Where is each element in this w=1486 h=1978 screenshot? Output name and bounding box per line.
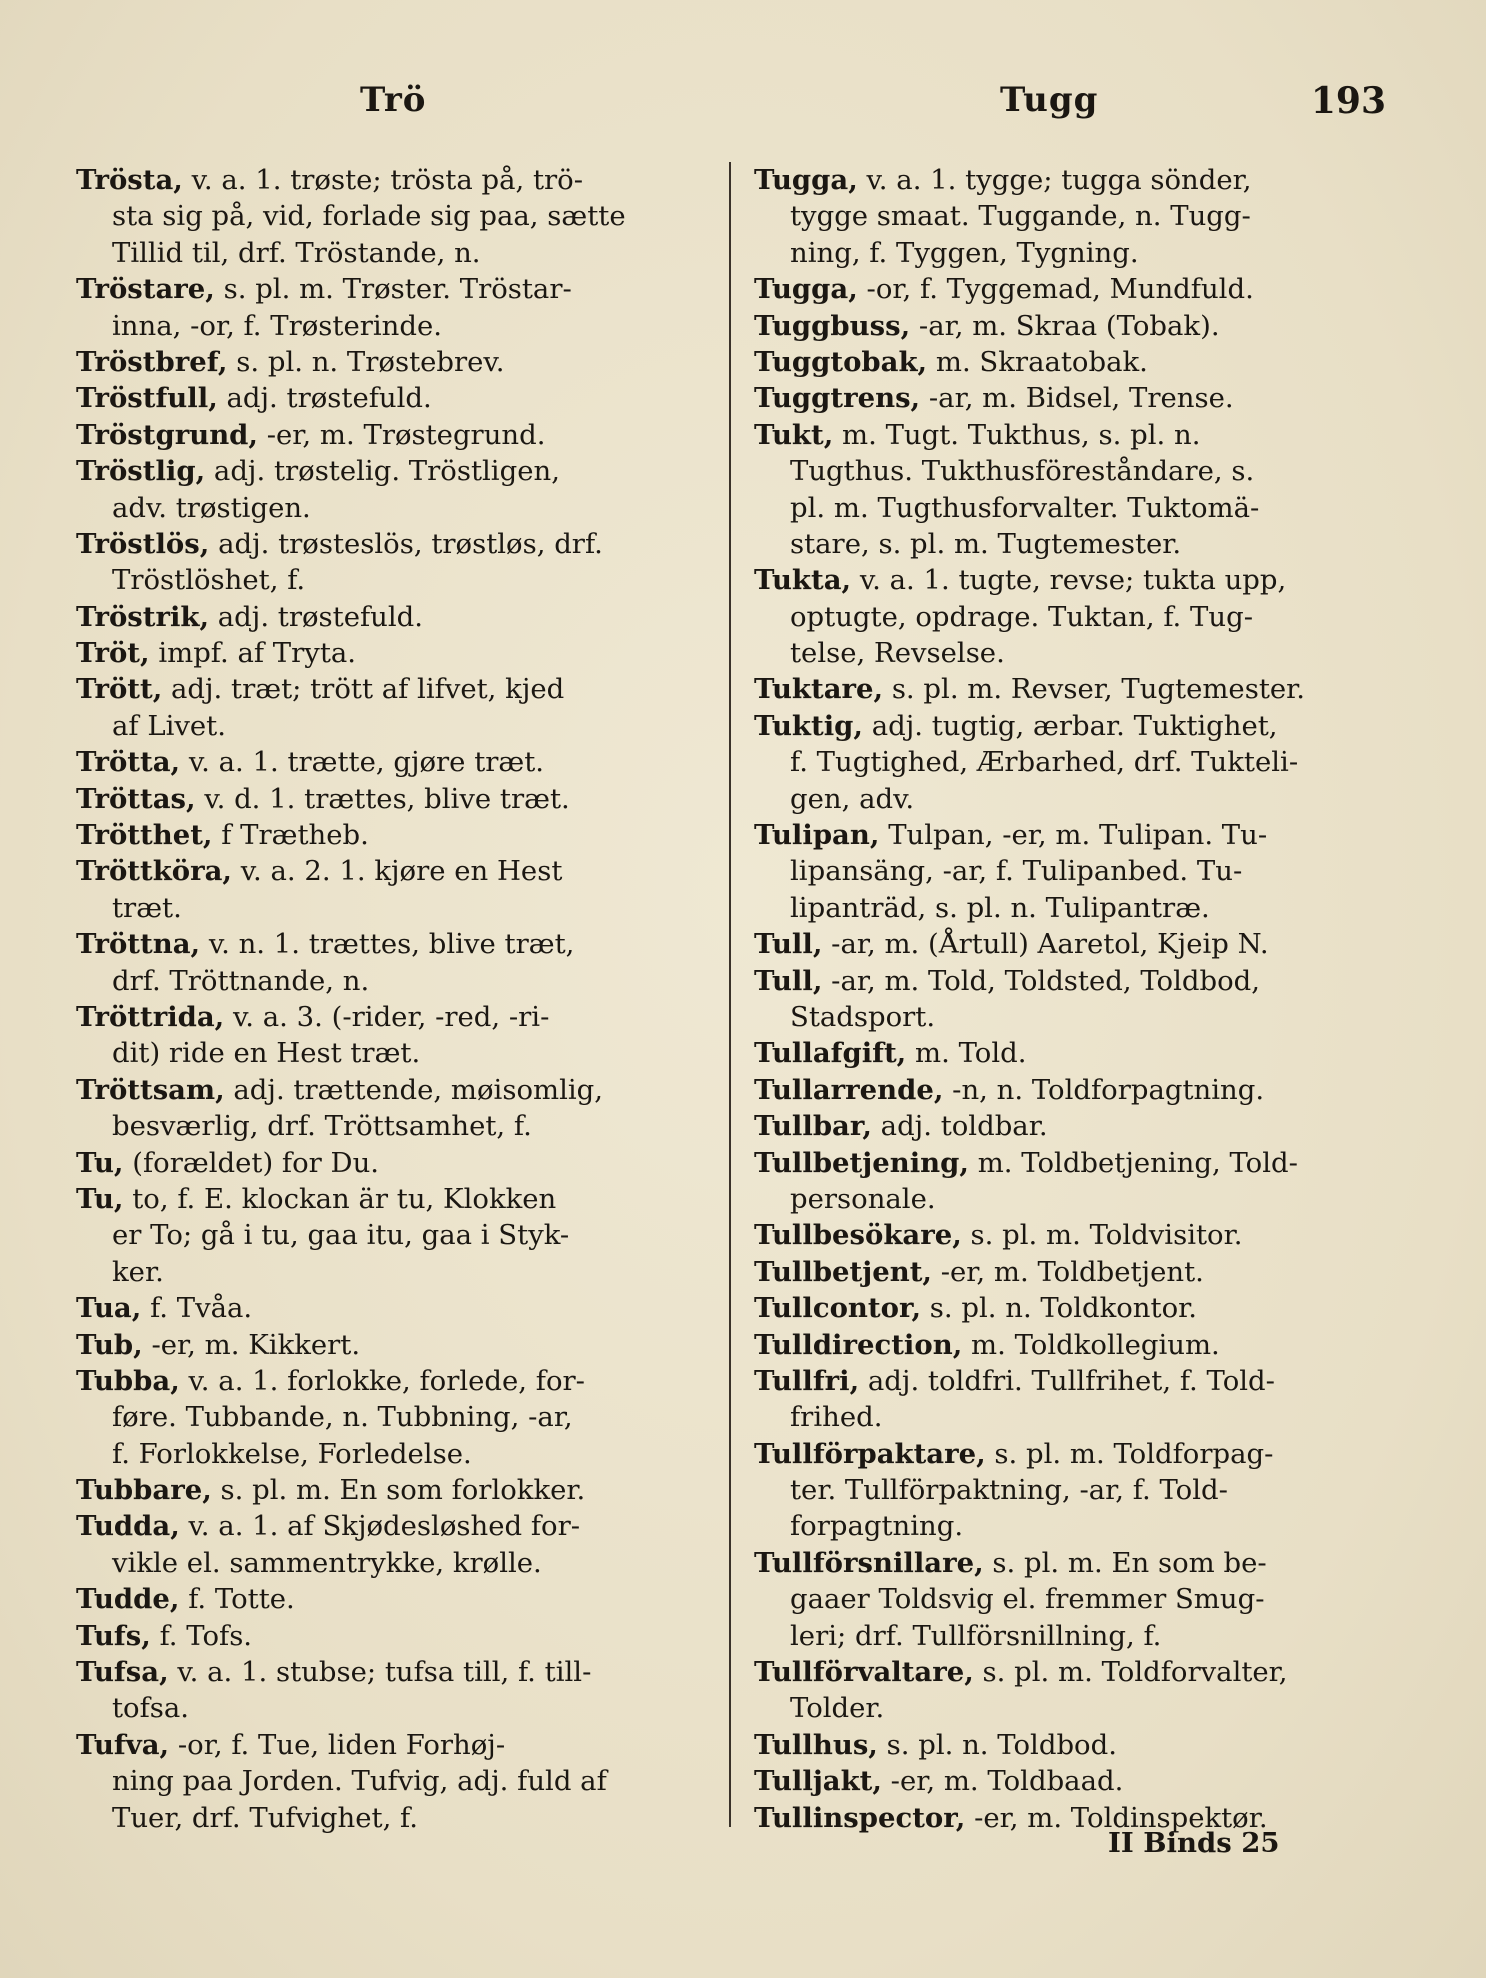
definition-text: v. a. 2. 1. kjøre en Hest <box>231 855 563 888</box>
entry-line <box>754 235 1390 271</box>
entry-line <box>754 1800 1390 1836</box>
signature-mark: II Binds 25 <box>1108 1827 1280 1859</box>
entry-line <box>754 1618 1390 1654</box>
definition-text: adj. toldfri. Tullfrihet, f. Told- <box>859 1364 1275 1397</box>
definition-text: -ar, m. Told, Toldsted, Toldbod, <box>822 964 1261 997</box>
definition-text: v. a. 1. forlokke, forlede, for- <box>179 1364 585 1397</box>
right-column <box>754 162 1390 1836</box>
entry-line <box>754 1108 1390 1144</box>
headword: Tröstgrund, <box>76 418 258 451</box>
definition-text: vikle el. sammentrykke, krølle. <box>112 1546 542 1579</box>
headword: Tuggbuss, <box>754 309 911 342</box>
definition-text: er To; gå i tu, gaa itu, gaa i Styk- <box>112 1219 570 1252</box>
entry-line <box>754 198 1390 234</box>
definition-text: s. pl. m. Trøster. Tröstar- <box>214 273 572 306</box>
entry-line <box>76 926 716 962</box>
definition-text: s. pl. m. En som forlokker. <box>211 1474 586 1507</box>
entry-line <box>754 1072 1390 1108</box>
definition-text: -er, m. Kikkert. <box>142 1328 361 1361</box>
entry-line <box>754 926 1390 962</box>
entry-line <box>76 1581 716 1617</box>
definition-text: m. Toldkollegium. <box>962 1328 1220 1361</box>
definition-text: tygge smaat. Tuggande, n. Tugg- <box>790 200 1251 233</box>
headword: Tröstfull, <box>76 382 218 415</box>
headword: Tufs, <box>76 1619 151 1652</box>
header-left-guideword: Trö <box>360 80 427 120</box>
headword: Tullfri, <box>754 1364 860 1397</box>
entry-line <box>754 1545 1390 1581</box>
entry-line <box>754 1181 1390 1217</box>
entry-line <box>76 744 716 780</box>
definition-text: f Trætheb. <box>212 819 369 852</box>
headword: Tuggtobak, <box>754 345 928 378</box>
headword: Tukt, <box>754 418 834 451</box>
entry-line <box>754 417 1390 453</box>
definition-text: besværlig, drf. Tröttsamhet, f. <box>112 1110 532 1143</box>
entry-line <box>76 562 716 598</box>
definition-text: stare, s. pl. m. Tugtemester. <box>790 527 1182 560</box>
definition-text: -ar, m. Skraa (Tobak). <box>910 309 1220 342</box>
page-number: 193 <box>1310 80 1386 122</box>
entry-line <box>76 380 716 416</box>
headword: Tröstare, <box>76 273 215 306</box>
entry-line <box>754 599 1390 635</box>
entry-line <box>754 490 1390 526</box>
entry-line <box>754 1690 1390 1726</box>
entry-line <box>76 1327 716 1363</box>
entry-line <box>76 671 716 707</box>
definition-text: s. pl. n. Trøstebrev. <box>227 345 505 378</box>
definition-text: inna, -or, f. Trøsterinde. <box>112 309 442 342</box>
headword: Tullbesökare, <box>754 1219 962 1252</box>
definition-text: (forældet) for Du. <box>123 1146 380 1179</box>
entry-line <box>754 1399 1390 1435</box>
definition-text: optugte, opdrage. Tuktan, f. Tug- <box>790 600 1253 633</box>
entry-line <box>754 999 1390 1035</box>
definition-text: gaaer Toldsvig el. fremmer Smug- <box>790 1583 1265 1616</box>
definition-text: forpagtning. <box>790 1510 964 1543</box>
entry-line <box>754 1727 1390 1763</box>
headword: Tröstrik, <box>76 600 210 633</box>
definition-text: v. n. 1. trættes, blive træt, <box>200 928 575 961</box>
headword: Tukta, <box>754 564 852 597</box>
definition-text: s. pl. n. Toldbod. <box>877 1728 1117 1761</box>
definition-text: -n, n. Toldforpagtning. <box>943 1073 1265 1106</box>
definition-text: m. Tugt. Tukthus, s. pl. n. <box>833 418 1201 451</box>
definition-text: telse, Revselse. <box>790 637 1005 670</box>
definition-text: tofsa. <box>112 1692 190 1725</box>
headword: Tudde, <box>76 1583 180 1616</box>
definition-text: impf. af Tryta. <box>149 637 357 670</box>
entry-line <box>754 562 1390 598</box>
definition-text: lipansäng, -ar, f. Tulipanbed. Tu- <box>790 855 1243 888</box>
definition-text: s. pl. m. En som be- <box>983 1546 1267 1579</box>
definition-text: Tillid til, drf. Tröstande, n. <box>112 236 481 269</box>
entry-line <box>754 1654 1390 1690</box>
headword: Tullhus, <box>754 1728 878 1761</box>
headword: Tröttrida, <box>76 1000 225 1033</box>
definition-text: Tugthus. Tukthusföreståndare, s. <box>790 455 1255 488</box>
entry-line <box>76 1217 716 1253</box>
definition-text: sta sig på, vid, forlade sig paa, sætte <box>112 200 626 233</box>
definition-text: v. a. 1. af Skjødesløshed for- <box>179 1510 581 1543</box>
definition-text: s. pl. n. Toldkontor. <box>921 1292 1197 1325</box>
headword: Tull, <box>754 964 823 997</box>
definition-text: v. a. 1. tygge; tugga sönder, <box>857 164 1252 196</box>
entry-line <box>754 344 1390 380</box>
running-header <box>0 80 1486 130</box>
headword: Tudda, <box>76 1510 180 1543</box>
entry-line <box>76 1108 716 1144</box>
headword: Tua, <box>76 1292 142 1325</box>
entry-line <box>76 235 716 271</box>
definition-text: -er, m. Trøstegrund. <box>258 418 546 451</box>
definition-text: Stadsport. <box>790 1000 936 1033</box>
entry-line <box>76 526 716 562</box>
definition-text: -or, f. Tyggemad, Mundfuld. <box>857 273 1254 306</box>
definition-text: v. d. 1. trættes, blive træt. <box>195 782 570 815</box>
headword: Tulipan, <box>754 819 880 852</box>
entry-line <box>754 453 1390 489</box>
definition-text: adj. trættende, møisomlig, <box>224 1073 604 1106</box>
entry-line <box>76 1618 716 1654</box>
headword: Trött, <box>76 673 163 706</box>
entry-line <box>754 781 1390 817</box>
definition-text: Tulpan, -er, m. Tulipan. Tu- <box>879 819 1268 852</box>
headword: Tröttas, <box>76 782 196 815</box>
definition-text: ker. <box>112 1255 164 1288</box>
entry-line <box>76 271 716 307</box>
entry-line <box>76 853 716 889</box>
definition-text: Tröstlöshet, f. <box>112 564 306 597</box>
definition-text: m. Toldbetjening, Told- <box>968 1146 1298 1179</box>
entry-line <box>754 1581 1390 1617</box>
headword: Tufsa, <box>76 1656 169 1689</box>
definition-text: leri; drf. Tullförsnillning, f. <box>790 1619 1162 1652</box>
entry-line <box>76 308 716 344</box>
headword: Trösta, <box>76 164 183 196</box>
entry-line <box>754 308 1390 344</box>
definition-text: Tuer, drf. Tufvighet, f. <box>112 1801 418 1834</box>
entry-line <box>754 526 1390 562</box>
definition-text: s. pl. m. Toldforvalter, <box>973 1656 1288 1689</box>
definition-text: ning, f. Tyggen, Tygning. <box>790 236 1139 269</box>
entry-line <box>76 708 716 744</box>
entry-line <box>754 162 1390 198</box>
entry-line <box>76 599 716 635</box>
definition-text: f. Totte. <box>179 1583 295 1616</box>
definition-text: træt. <box>112 891 182 924</box>
entry-line <box>754 744 1390 780</box>
entry-line <box>76 417 716 453</box>
headword: Tullbetjening, <box>754 1146 969 1179</box>
entry-line <box>754 1363 1390 1399</box>
entry-line <box>76 1690 716 1726</box>
headword: Tulljakt, <box>754 1765 882 1798</box>
entry-line <box>76 1436 716 1472</box>
definition-text: adj. træt; trött af lifvet, kjed <box>162 673 565 706</box>
entry-line <box>76 890 716 926</box>
definition-text: f. Tvåa. <box>141 1292 253 1325</box>
definition-text: Tolder. <box>790 1692 885 1725</box>
entry-line <box>754 1145 1390 1181</box>
entry-line <box>76 162 716 198</box>
header-right-guideword: Tugg <box>1000 80 1099 120</box>
headword: Tröttköra, <box>76 855 232 888</box>
entry-line <box>754 1217 1390 1253</box>
headword: Tufva, <box>76 1728 170 1761</box>
headword: Tuggtrens, <box>754 382 921 415</box>
definition-text: føre. Tubbande, n. Tubbning, -ar, <box>112 1401 573 1434</box>
definition-text: -or, f. Tue, liden Forhøj- <box>169 1728 506 1761</box>
headword: Tu, <box>76 1146 124 1179</box>
entry-line <box>754 963 1390 999</box>
column-divider <box>729 162 731 1827</box>
entry-line <box>754 1436 1390 1472</box>
definition-text: -er, m. Toldinspektør. <box>965 1801 1268 1834</box>
headword: Tubbare, <box>76 1474 212 1507</box>
entry-line <box>76 781 716 817</box>
headword: Tullarrende, <box>754 1073 944 1106</box>
definition-text: -er, m. Toldbetjent. <box>931 1255 1204 1288</box>
entry-line <box>76 1181 716 1217</box>
definition-text: m. Told. <box>906 1037 1027 1070</box>
headword: Tull, <box>754 928 823 961</box>
definition-text: s. pl. m. Toldvisitor. <box>961 1219 1243 1252</box>
entry-line <box>754 1254 1390 1290</box>
headword: Tu, <box>76 1182 124 1215</box>
headword: Tröstlig, <box>76 455 206 488</box>
headword: Tröstbref, <box>76 345 228 378</box>
entry-line <box>76 1145 716 1181</box>
definition-text: v. a. 1. tugte, revse; tukta upp, <box>851 564 1287 597</box>
definition-text: v. a. 1. trætte, gjøre træt. <box>180 746 545 779</box>
entry-line <box>76 1072 716 1108</box>
entry-line <box>76 1763 716 1799</box>
entry-line <box>754 708 1390 744</box>
headword: Tröt, <box>76 637 150 670</box>
definition-text: drf. Tröttnande, n. <box>112 964 370 997</box>
definition-text: ning paa Jorden. Tufvig, adj. fuld af <box>112 1765 607 1798</box>
definition-text: af Livet. <box>112 709 226 742</box>
headword: Tugga, <box>754 273 858 306</box>
headword: Tubba, <box>76 1364 180 1397</box>
headword: Tröttsam, <box>76 1073 225 1106</box>
definition-text: dit) ride en Hest træt. <box>112 1037 421 1070</box>
entry-line <box>76 963 716 999</box>
entry-line <box>754 817 1390 853</box>
headword: Tugga, <box>754 164 858 196</box>
headword: Tullförsnillare, <box>754 1546 984 1579</box>
definition-text: v. a. 1. stubse; tufsa till, f. till- <box>168 1656 592 1689</box>
definition-text: -ar, m. (Årtull) Aaretol, Kjeip N. <box>822 928 1269 961</box>
headword: Tuktig, <box>754 709 863 742</box>
headword: Tullafgift, <box>754 1037 907 1070</box>
definition-text: adj. toldbar. <box>871 1110 1048 1143</box>
definition-text: adj. trøstelig. Tröstligen, <box>205 455 560 488</box>
definition-text: lipanträd, s. pl. n. Tulipantræ. <box>790 891 1210 924</box>
entry-line <box>76 453 716 489</box>
definition-text: pl. m. Tugthusforvalter. Tuktomä- <box>790 491 1260 524</box>
definition-text: adv. trøstigen. <box>112 491 311 524</box>
entry-line <box>754 671 1390 707</box>
definition-text: adj. trøstefuld. <box>209 600 424 633</box>
definition-text: adj. tugtig, ærbar. Tuktighet, <box>862 709 1278 742</box>
headword: Tulldirection, <box>754 1328 963 1361</box>
entry-line <box>76 1654 716 1690</box>
entry-line <box>76 198 716 234</box>
headword: Tröttna, <box>76 928 201 961</box>
entry-line <box>76 1035 716 1071</box>
left-column <box>76 162 716 1836</box>
headword: Tuktare, <box>754 673 884 706</box>
entry-line <box>76 1254 716 1290</box>
entry-line <box>76 490 716 526</box>
headword: Tullbar, <box>754 1110 872 1143</box>
headword: Trötta, <box>76 746 181 779</box>
definition-text: frihed. <box>790 1401 883 1434</box>
headword: Tullinspector, <box>754 1801 966 1834</box>
entry-line <box>754 890 1390 926</box>
definition-text: -ar, m. Bidsel, Trense. <box>920 382 1234 415</box>
entry-line <box>754 380 1390 416</box>
headword: Tullförvaltare, <box>754 1656 974 1689</box>
entry-line <box>76 1290 716 1326</box>
headword: Tullförpaktare, <box>754 1437 986 1470</box>
headword: Trötthet, <box>76 819 213 852</box>
definition-text: adj. trøstefuld. <box>217 382 432 415</box>
entry-line <box>754 1035 1390 1071</box>
definition-text: personale. <box>790 1182 936 1215</box>
headword: Tullbetjent, <box>754 1255 932 1288</box>
headword: Tullcontor, <box>754 1292 922 1325</box>
headword: Tub, <box>76 1328 143 1361</box>
headword: Tröstlös, <box>76 527 210 560</box>
entry-line <box>754 1472 1390 1508</box>
entry-line <box>76 1727 716 1763</box>
definition-text: s. pl. m. Toldforpag- <box>985 1437 1274 1470</box>
entry-line <box>76 344 716 380</box>
definition-text: to, f. E. klockan är tu, Klokken <box>123 1182 557 1215</box>
definition-text: ter. Tullförpaktning, -ar, f. Told- <box>790 1474 1228 1507</box>
entry-line <box>76 999 716 1035</box>
entry-line <box>754 635 1390 671</box>
definition-text: v. a. 3. (-rider, -red, -ri- <box>224 1000 550 1033</box>
entry-line <box>76 1363 716 1399</box>
definition-text: s. pl. m. Revser, Tugtemester. <box>883 673 1306 706</box>
definition-text: f. Tugtighed, Ærbarhed, drf. Tukteli- <box>790 746 1299 779</box>
entry-line <box>76 817 716 853</box>
definition-text: gen, adv. <box>790 782 915 815</box>
definition-text: f. Forlokkelse, Forledelse. <box>112 1437 472 1470</box>
definition-text: m. Skraatobak. <box>927 345 1148 378</box>
entry-line <box>76 635 716 671</box>
entry-line <box>76 1399 716 1435</box>
definition-text: -er, m. Toldbaad. <box>881 1765 1124 1798</box>
entry-line <box>76 1508 716 1544</box>
entry-line <box>76 1545 716 1581</box>
entry-line <box>754 853 1390 889</box>
definition-text: adj. trøsteslös, trøstløs, drf. <box>209 527 603 560</box>
entry-line <box>76 1800 716 1836</box>
entry-line <box>754 271 1390 307</box>
entry-line <box>754 1290 1390 1326</box>
entry-line <box>754 1508 1390 1544</box>
definition-text: f. Tofs. <box>150 1619 253 1652</box>
entry-line <box>76 1472 716 1508</box>
definition-text: v. a. 1. trøste; trösta på, trö- <box>182 164 584 196</box>
entry-line <box>754 1327 1390 1363</box>
entry-line <box>754 1763 1390 1799</box>
